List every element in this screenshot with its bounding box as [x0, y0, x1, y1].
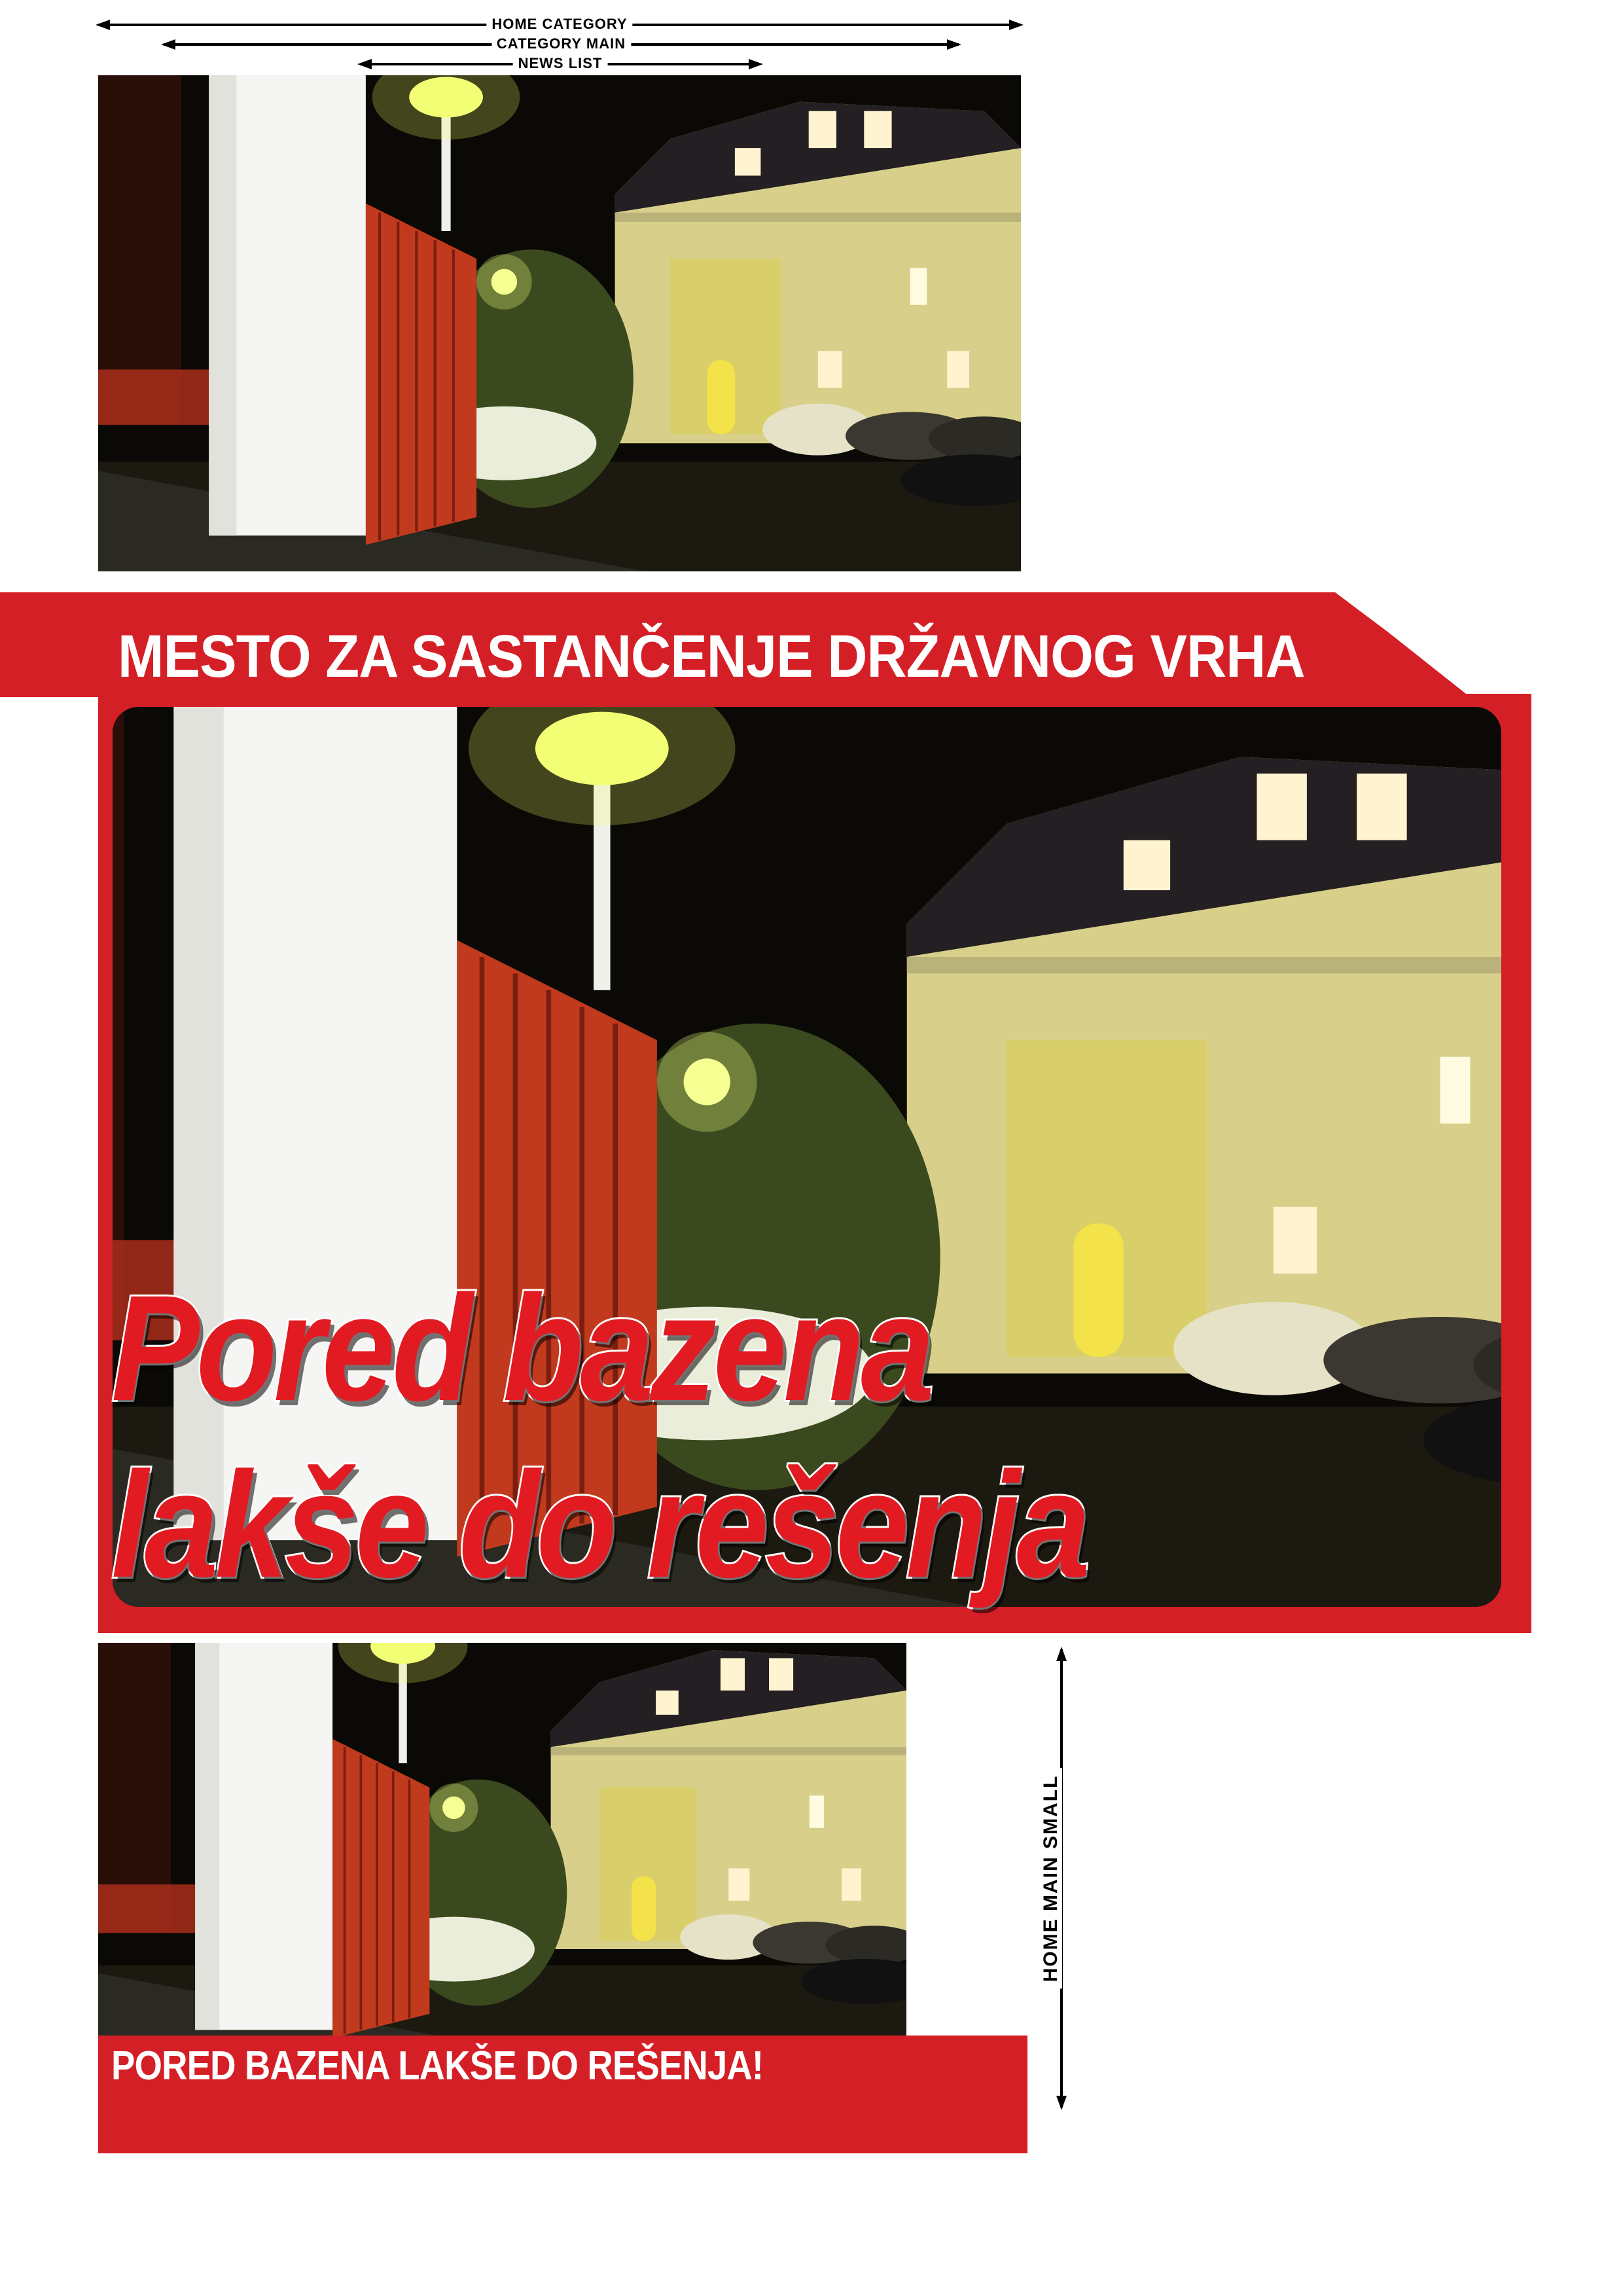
night-villa-image — [98, 75, 1021, 571]
arrow-right-icon — [1009, 20, 1024, 30]
arrow-left-icon — [161, 39, 175, 50]
small-photo-corner-fill — [906, 1643, 1027, 2036]
arrow-left-icon — [357, 59, 372, 69]
small-photo — [98, 1643, 906, 2045]
arrow-up-icon — [1056, 1647, 1067, 1661]
arrow-down-icon — [1056, 2096, 1067, 2110]
news-list-guide — [360, 55, 760, 71]
home-category-label: HOME CATEGORY — [486, 16, 632, 33]
home-main-small-guide — [1040, 1649, 1063, 2108]
main-kicker: MESTO ZA SASTANČENJE DRŽAVNOG VRHA — [118, 623, 1305, 690]
category-main-guide — [164, 35, 959, 52]
top-photo — [98, 75, 1021, 571]
arrow-right-icon — [947, 39, 961, 50]
arrow-right-icon — [749, 59, 763, 69]
news-list-label: NEWS LIST — [513, 55, 608, 72]
night-villa-image — [98, 1643, 906, 2045]
arrow-left-icon — [96, 20, 110, 30]
home-main-small-label: HOME MAIN SMALL — [1040, 1768, 1062, 1989]
small-card-caption: PORED BAZENA LAKŠE DO REŠENJA! — [111, 2043, 764, 2089]
category-main-label: CATEGORY MAIN — [491, 35, 631, 52]
home-category-guide — [98, 16, 1021, 32]
headline-line-2: lakše do rešenja — [111, 1441, 1087, 1609]
headline-line-1: Pored bazena — [111, 1264, 931, 1432]
